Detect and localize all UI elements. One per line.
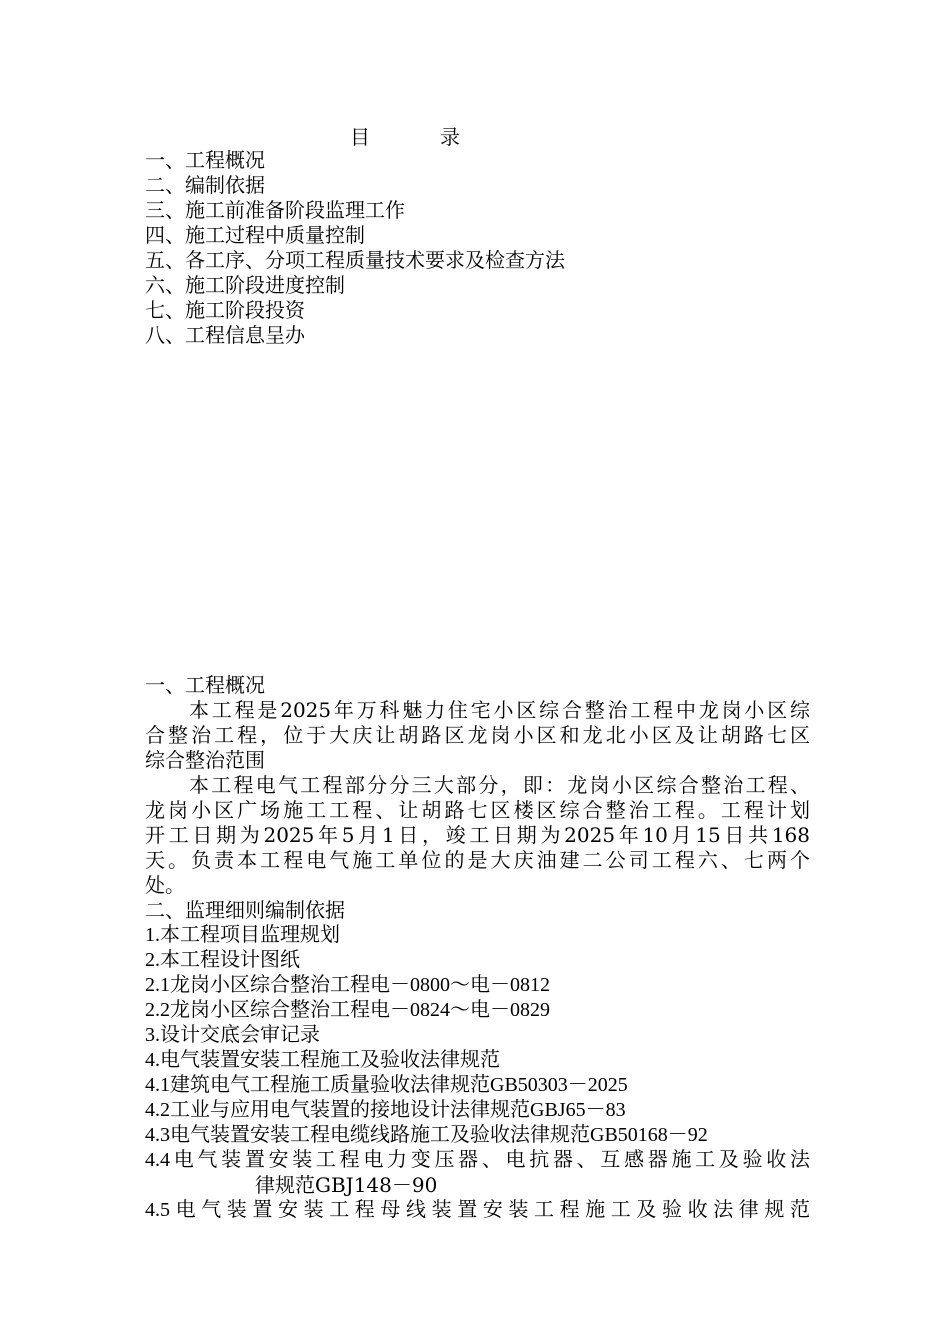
paragraph-line: 合整治工程，位于大庆让胡路区龙岗小区和龙北小区及让胡路七区 <box>145 723 810 747</box>
paragraph-line: 天。负责本工程电气施工单位的是大庆油建二公司工程六、七两个 <box>145 848 810 872</box>
paragraph-line: 本工程电气工程部分分三大部分，即：龙岗小区综合整治工程、 <box>189 773 810 797</box>
basis-item: 4.2工业与应用电气装置的接地设计法律规范GBJ65－83 <box>145 1099 626 1121</box>
basis-item-continuation: 律规范GBJ148－90 <box>255 1173 438 1197</box>
basis-item: 2.2龙岗小区综合整治工程电－0824～电－0829 <box>145 999 550 1021</box>
paragraph-line: 龙岗小区广场施工工程、让胡路七区楼区综合整治工程。工程计划 <box>145 798 810 822</box>
toc-item: 一、工程概况 <box>145 148 265 172</box>
overview-paragraph-2 <box>145 773 810 898</box>
basis-item: 4.5电气装置安装工程母线装置安装工程施工及验收法律规范 <box>145 1199 810 1221</box>
paragraph-line: 开工日期为2025年5月1日，竣工日期为2025年10月15日共168 <box>145 823 810 847</box>
toc-item: 八、工程信息呈办 <box>145 323 305 347</box>
section-heading: 二、监理细则编制依据 <box>145 898 345 922</box>
paragraph-line: 本工程是2025年万科魅力住宅小区综合整治工程中龙岗小区综 <box>189 698 810 722</box>
basis-item: 4.3电气装置安装工程电缆线路施工及验收法律规范GB50168－92 <box>145 1124 708 1146</box>
paragraph-line: 综合整治范围 <box>145 748 265 772</box>
toc-item: 五、各工序、分项工程质量技术要求及检查方法 <box>145 248 565 272</box>
toc-title-left: 目 <box>350 125 370 149</box>
basis-item: 2.1龙岗小区综合整治工程电－0800～电－0812 <box>145 974 550 996</box>
toc-item: 六、施工阶段进度控制 <box>145 273 345 297</box>
toc-item: 三、施工前准备阶段监理工作 <box>145 198 405 222</box>
toc-title-right: 录 <box>440 125 460 149</box>
basis-item: 1.本工程项目监理规划 <box>145 924 340 946</box>
overview-paragraph-1 <box>145 698 810 773</box>
basis-item: 4.1建筑电气工程施工质量验收法律规范GB50303－2025 <box>145 1074 628 1096</box>
basis-item: 4.4电气装置安装工程电力变压器、电抗器、互感器施工及验收法 <box>145 1149 810 1171</box>
basis-item: 3.设计交底会审记录 <box>145 1024 320 1046</box>
toc-item: 七、施工阶段投资 <box>145 298 305 322</box>
body-content <box>145 673 810 1223</box>
toc-item: 四、施工过程中质量控制 <box>145 223 365 247</box>
section-heading: 一、工程概况 <box>145 673 265 697</box>
basis-item: 2.本工程设计图纸 <box>145 949 300 971</box>
paragraph-line: 处。 <box>145 873 185 897</box>
toc-title <box>0 124 810 150</box>
basis-item: 4.电气装置安装工程施工及验收法律规范 <box>145 1049 500 1071</box>
toc-item: 二、编制依据 <box>145 173 265 197</box>
table-of-contents <box>145 148 810 348</box>
